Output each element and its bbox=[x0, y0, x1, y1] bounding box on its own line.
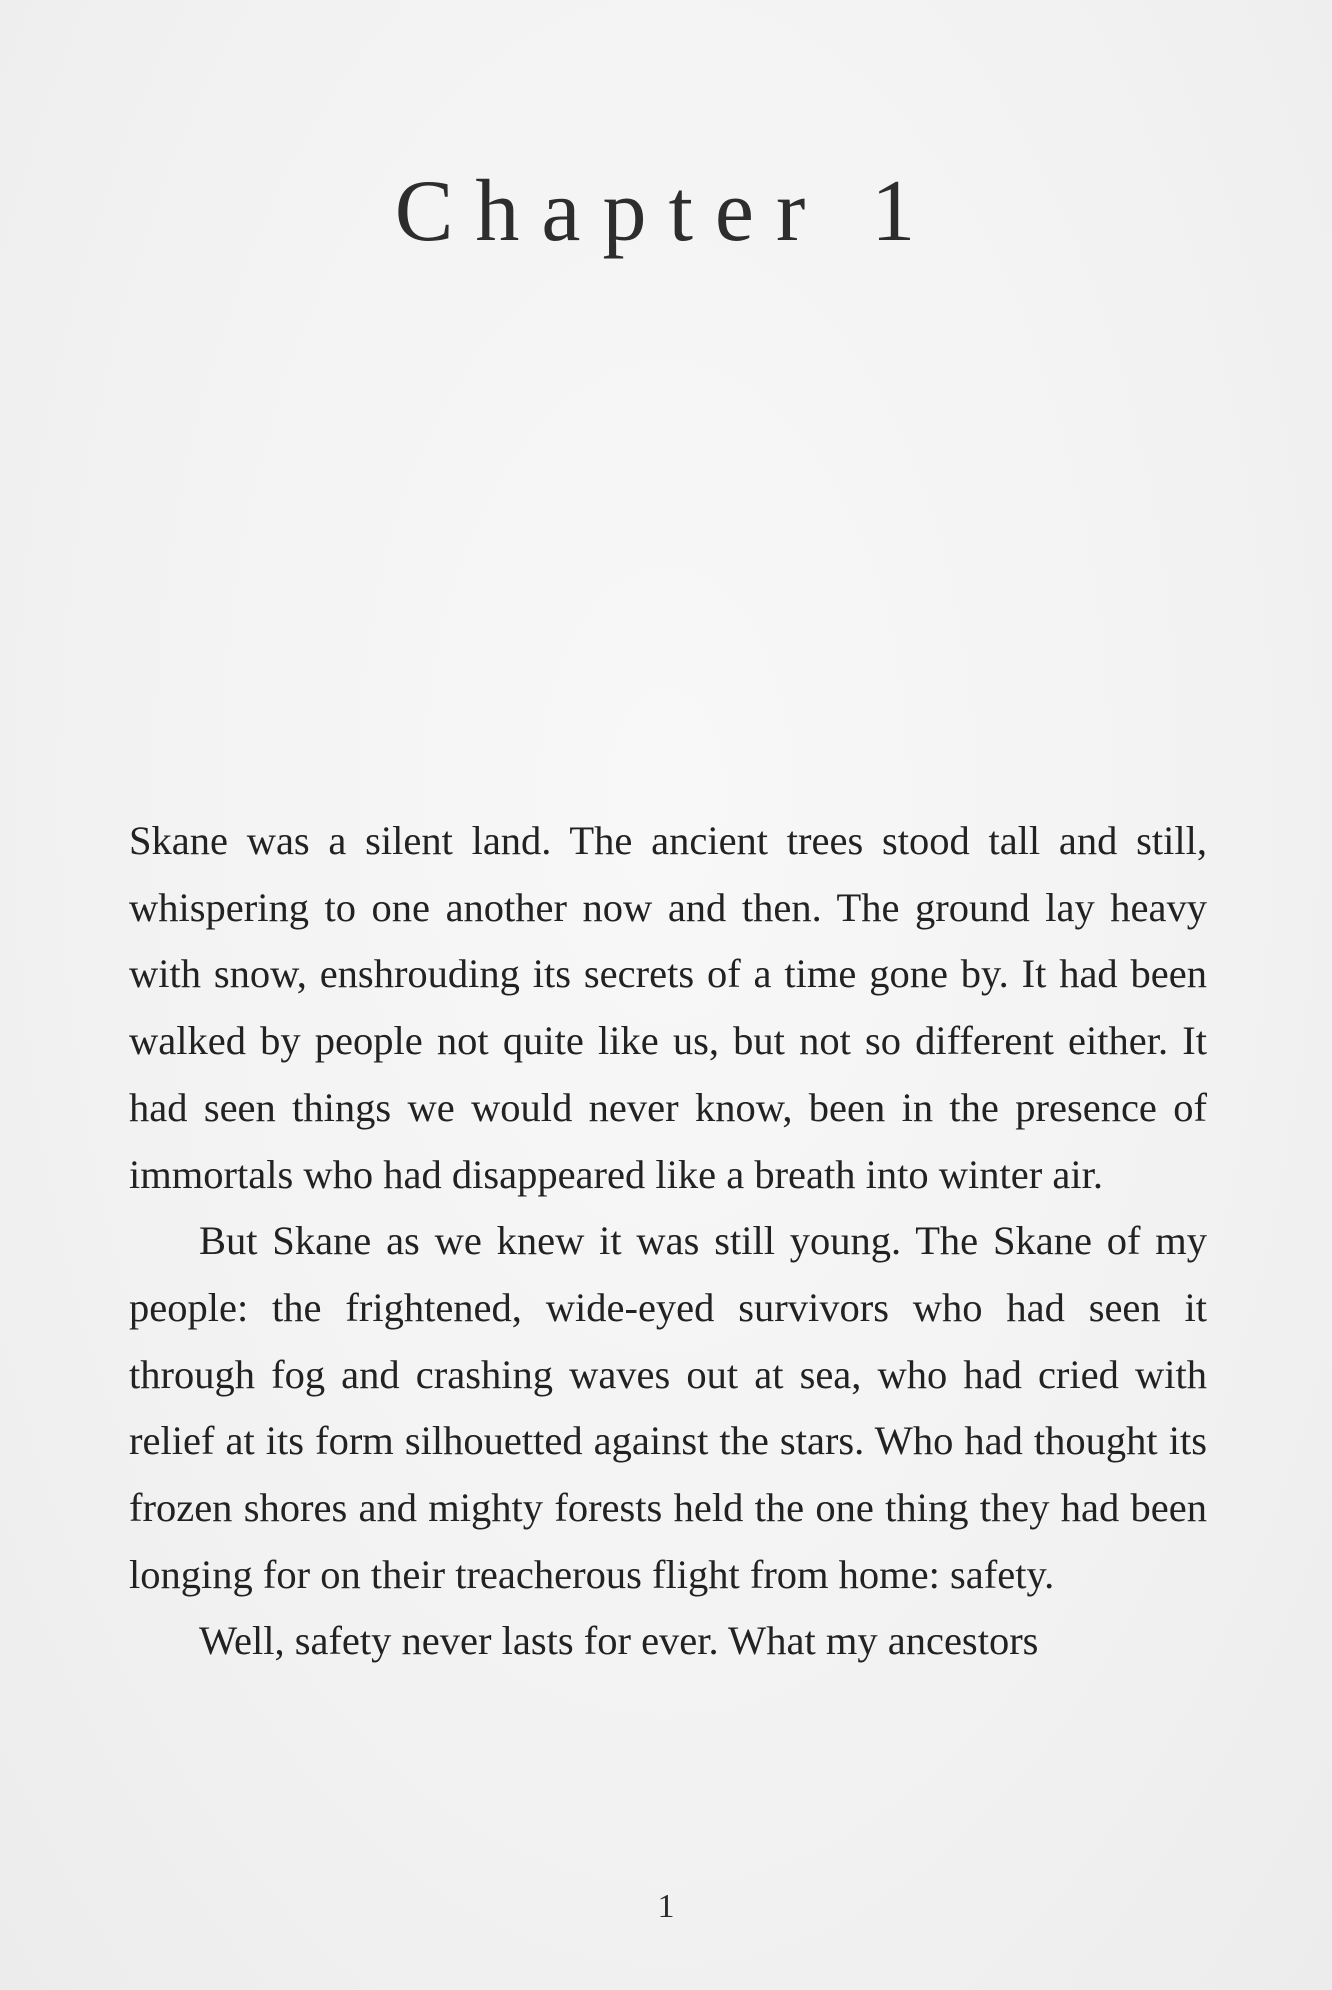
chapter-body bbox=[129, 808, 1207, 1675]
chapter-title: Chapter 1 bbox=[394, 163, 938, 260]
paragraph-2: But Skane as we knew it was still young. The Skane of my people: the frightened, wide-eyed survivors who had seen it through fog and crashing waves out at sea, who had cried with relief at its form silhouetted against the stars. Who had thought its frozen shores and mighty forests held the one thing they had been longing for on their treacherous flight from home: safety. bbox=[129, 1218, 1207, 1597]
page-number: 1 bbox=[657, 1888, 675, 1925]
paragraph-1: Skane was a silent land. The ancient trees stood tall and still, whispering to one another now and then. The ground lay heavy with snow, enshrouding its secrets of a time gone by. It had been walked by people not quite like us, but not so different either. It had seen things we would never know, been in the presence of immortals who had disappeared like a breath into winter air. bbox=[129, 818, 1207, 1197]
paragraph-3: Well, safety never lasts for ever. What my ancestors bbox=[199, 1618, 1039, 1664]
